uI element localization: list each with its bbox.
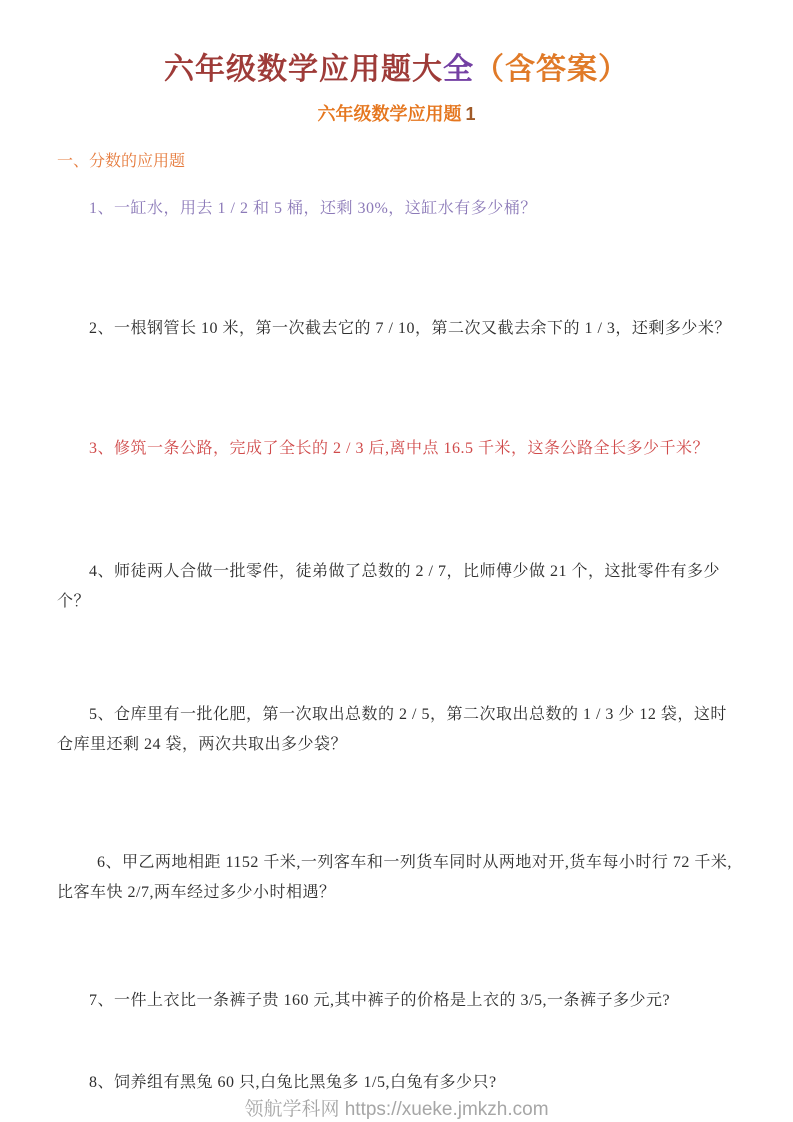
title-main-text: 六年级数学应用题大 xyxy=(164,53,443,86)
footer-watermark: 领航学科网 https://xueke.jmkzh.com xyxy=(244,1099,549,1120)
section-heading-fractions: 一、分数的应用题 xyxy=(57,153,186,170)
title-answers-note: （含答案） xyxy=(474,53,629,86)
page-title xyxy=(57,50,736,90)
question-7: 7、一件上衣比一条裤子贵 160 元,其中裤子的价格是上衣的 3/5,一条裤子多少元? xyxy=(89,992,671,1009)
title-highlight-char: 全 xyxy=(443,53,474,86)
question-8: 8、饲养组有黑兔 60 只,白兔比黑兔多 1/5,白兔有多少只? xyxy=(89,1074,497,1091)
question-3: 3、修筑一条公路，完成了全长的 2 / 3 后,离中点 16.5 千米，这条公路全长多少千米？ xyxy=(89,440,709,457)
worksheet-subtitle xyxy=(57,102,736,126)
question-2: 2、一根钢管长 10 米，第一次截去它的 7 / 10，第二次又截去余下的 1 / 3，还剩多少米？ xyxy=(89,320,731,337)
question-1: 1、一缸水，用去 1 / 2 和 5 桶，还剩 30%，这缸水有多少桶？ xyxy=(89,200,537,217)
subtitle-text: 六年级数学应用题 xyxy=(317,104,462,124)
question-6: 6、甲乙两地相距 1152 千米,一列客车和一列货车同时从两地对开,货车每小时行 72 千米,比客车快 2/7,两车经过多少小时相遇？ xyxy=(57,854,732,901)
question-5: 5、仓库里有一批化肥，第一次取出总数的 2 / 5，第二次取出总数的 1 / 3 少 12 袋，这时仓库里还剩 24 袋，两次共取出多少袋？ xyxy=(57,706,727,753)
question-4: 4、师徒两人合做一批零件，徒弟做了总数的 2 / 7，比师傅少做 21 个，这批零件有多少个？ xyxy=(57,563,720,610)
subtitle-number: 1 xyxy=(465,104,476,124)
